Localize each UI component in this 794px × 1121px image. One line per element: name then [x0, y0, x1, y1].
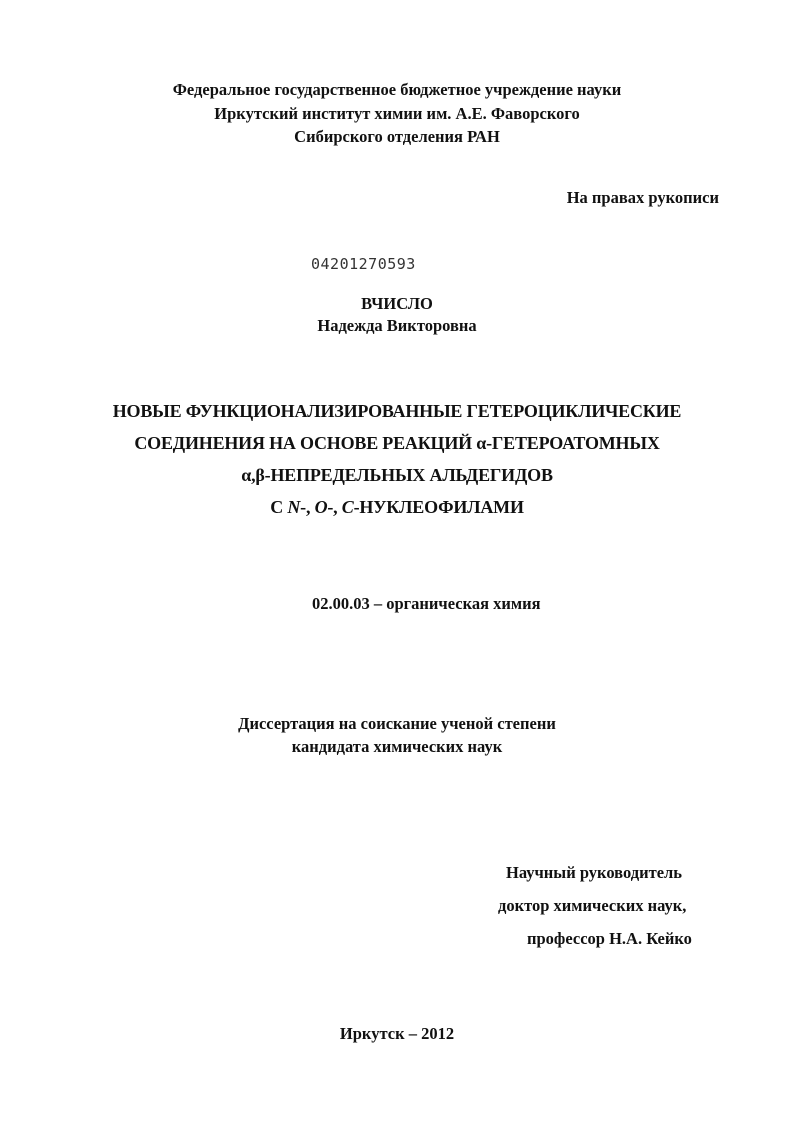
title-line-4-n: N [287, 497, 301, 517]
author-given-names: Надежда Викторовна [317, 316, 477, 335]
institution-line-3: Сибирского отделения РАН [294, 127, 500, 146]
title-line-4-suffix: -НУКЛЕОФИЛАМИ [353, 497, 524, 517]
title-line-3: α,β-НЕПРЕДЕЛЬНЫХ АЛЬДЕГИДОВ [241, 465, 553, 485]
institution-line-2: Иркутский институт химии им. А.Е. Фаворского [214, 104, 580, 123]
title-line-2: СОЕДИНЕНИЯ НА ОСНОВЕ РЕАКЦИЙ α-ГЕТЕРОАТОМНЫХ [134, 433, 660, 453]
supervisor-role: Научный руководитель [506, 863, 682, 882]
manuscript-note: На правах рукописи [566, 188, 719, 207]
specialty: 02.00.03 – органическая химия [312, 594, 541, 613]
supervisor-degree: доктор химических наук, [498, 896, 687, 915]
title-line-4-sep1: -, [300, 497, 315, 517]
title-line-4-c: C [341, 497, 354, 517]
title-line-4-prefix: С [270, 497, 288, 517]
supervisor-name: профессор Н.А. Кейко [527, 929, 692, 948]
title-line-4-o: O [314, 497, 328, 517]
dissertation-line-2: кандидата химических наук [291, 737, 503, 756]
archive-number: 04201270593 [311, 255, 416, 273]
title-line-4 [0, 491, 794, 523]
place-year: Иркутск – 2012 [339, 1024, 455, 1043]
institution-line-1: Федеральное государственное бюджетное учреждение науки [172, 80, 622, 99]
title-line-4-sep2: -, [327, 497, 342, 517]
author-surname: ВЧИСЛО [361, 294, 433, 313]
dissertation-line-1: Диссертация на соискание ученой степени [238, 714, 556, 733]
title-line-1: НОВЫЕ ФУНКЦИОНАЛИЗИРОВАННЫЕ ГЕТЕРОЦИКЛИЧЕСКИЕ [112, 401, 682, 421]
